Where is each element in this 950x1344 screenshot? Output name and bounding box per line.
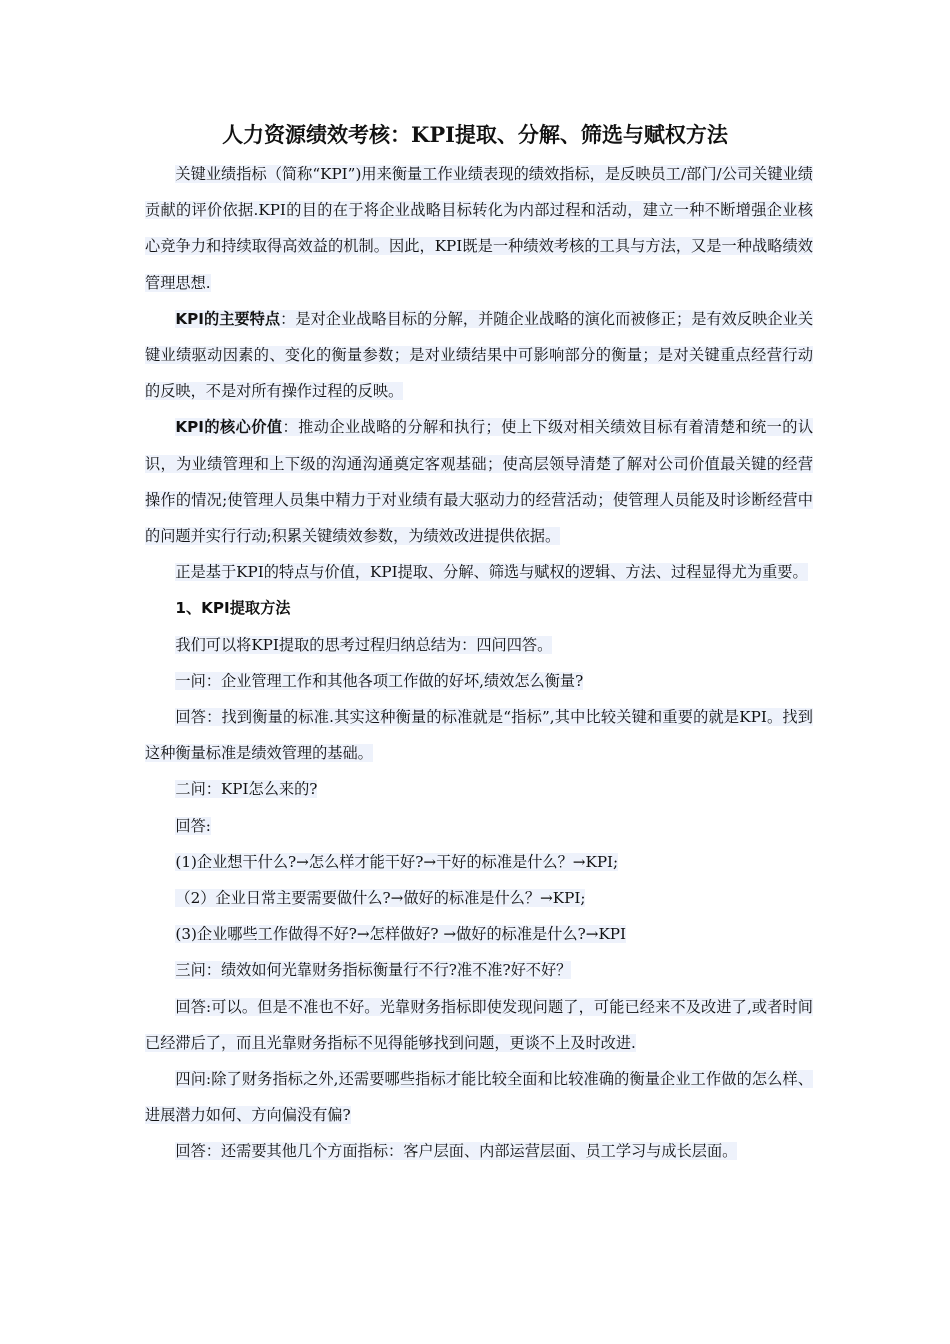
section-heading-1-text: 1、KPI提取方法 <box>175 599 291 618</box>
answer-2 <box>145 808 813 844</box>
answer-1 <box>145 699 813 771</box>
paragraph-intro <box>145 156 813 301</box>
paragraph-core-value-content <box>145 418 813 545</box>
question-2 <box>145 771 813 807</box>
paragraph-four-questions-text: 我们可以将KPI提取的思考过程归纳总结为：四问四答。 <box>175 635 553 654</box>
answer-2-item-1-text: (1)企业想干什么?→怎么样才能干好?→干好的标准是什么？→KPI; <box>175 852 619 871</box>
features-label: KPI的主要特点 <box>175 309 281 328</box>
question-2-text: 二问：KPI怎么来的? <box>175 780 318 799</box>
core-value-text: ：推动企业战略的分解和执行；使上下级对相关绩效目标有着清楚和统一的认识，为业绩管理和上下级的沟通沟通奠定客观基础；使高层领导清楚了解对公司价值最关键的经营操作的情况;使管理人员集中精力于对业绩有最大驱动力的经营活动；使管理人员能及时诊断经营中的问题并实行行动;积累关键绩效参数，为绩效改进提供依据。 <box>145 418 814 546</box>
paragraph-importance-text: 正是基于KPI的特点与价值，KPI提取、分解、筛选与赋权的逻辑、方法、过程显得尤为重要。 <box>175 563 808 582</box>
answer-2-item-3-text: (3)企业哪些工作做得不好?→怎样做好? →做好的标准是什么?→KPI <box>175 925 627 944</box>
answer-2-item-2 <box>145 880 813 916</box>
paragraph-core-value <box>145 409 813 554</box>
paragraph-intro-text: 关键业绩指标（简称“KPI”)用来衡量工作业绩表现的绩效指标，是反映员工/部门/公司关键业绩贡献的评价依据.KPI的目的在于将企业战略目标转化为内部过程和活动，建立一种不断增强企业核心竞争力和持续取得高效益的机制。因此，KPI既是一种绩效考核的工具与方法，又是一种战略绩效管理思想. <box>145 165 813 292</box>
answer-3-text: 回答:可以。但是不准也不好。光靠财务指标即使发现问题了，可能已经来不及改进了,或者时间已经滞后了，而且光靠财务指标不见得能够找到问题，更谈不上及时改进. <box>145 997 813 1052</box>
answer-2-text: 回答: <box>175 816 211 835</box>
question-3 <box>145 952 813 988</box>
paragraph-features-content <box>145 310 813 400</box>
answer-1-text: 回答：找到衡量的标准.其实这种衡量的标准就是“指标”,其中比较关键和重要的就是KPI。找到这种衡量标准是绩效管理的基础。 <box>145 708 813 763</box>
features-text: ：是对企业战略目标的分解，并随企业战略的演化而被修正；是有效反映企业关键业绩驱动因素的、变化的衡量参数；是对业绩结果中可影响部分的衡量；是对关键重点经营行动的反映，不是对所有操作过程的反映。 <box>145 309 814 401</box>
answer-4-text: 回答：还需要其他几个方面指标：客户层面、内部运营层面、员工学习与成长层面。 <box>175 1142 738 1161</box>
question-3-text: 三问：绩效如何光靠财务指标衡量行不行?准不准?好不好？ <box>175 961 572 980</box>
document-body <box>145 156 813 1170</box>
core-value-label: KPI的核心价值 <box>175 418 283 437</box>
question-1-text: 一问：企业管理工作和其他各项工作做的好坏,绩效怎么衡量? <box>175 671 584 690</box>
answer-3 <box>145 989 813 1061</box>
document-title: 人力资源绩效考核：KPI提取、分解、筛选与赋权方法 <box>222 122 728 147</box>
question-4 <box>145 1061 813 1133</box>
section-heading-1 <box>145 590 813 626</box>
question-4-text: 四问:除了财务指标之外,还需要哪些指标才能比较全面和比较准确的衡量企业工作做的怎么样、进展潜力如何、方向偏没有偏? <box>145 1070 813 1125</box>
question-1 <box>145 663 813 699</box>
answer-4 <box>145 1133 813 1169</box>
answer-2-item-3 <box>145 916 813 952</box>
answer-2-item-1 <box>145 844 813 880</box>
paragraph-features <box>145 301 813 410</box>
answer-2-item-2-text: （2）企业日常主要需要做什么?→做好的标准是什么？→KPI; <box>175 889 586 908</box>
paragraph-importance <box>145 554 813 590</box>
paragraph-four-questions <box>145 627 813 663</box>
